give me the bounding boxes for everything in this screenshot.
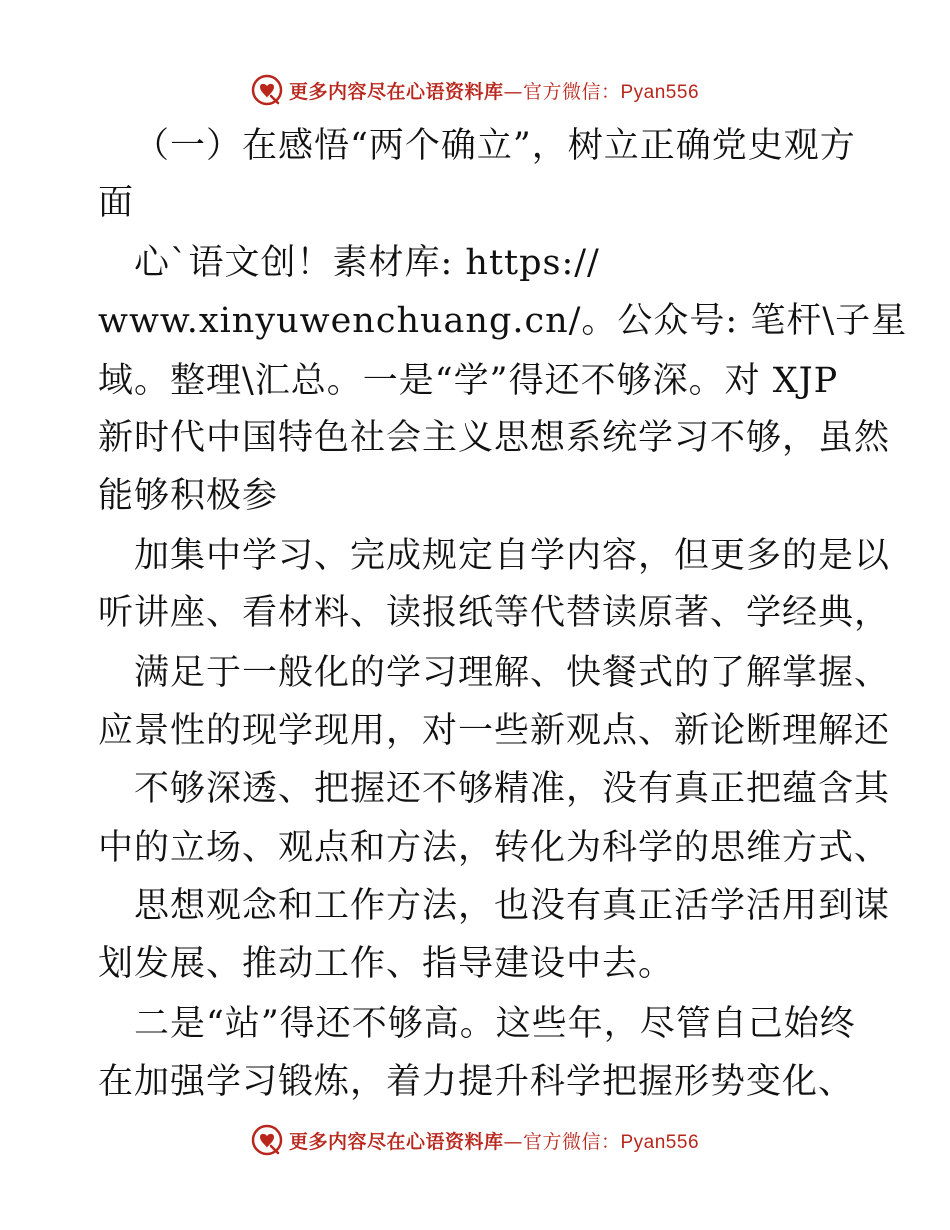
text-line: www.xinyuwenchuang.cn/。公众号: 笔杆\子星: [98, 301, 908, 341]
heart-pen-logo-icon: [251, 74, 283, 106]
banner-wechat-label: 官方微信：: [522, 1130, 621, 1153]
text-line: 能够积极参: [98, 476, 279, 516]
banner-wechat-label: 官方微信：: [522, 80, 621, 103]
text-line: 二是“站”得还不够高。这些年，尽管自己始终: [134, 1004, 856, 1044]
banner-dash: —: [503, 80, 523, 103]
banner-dash: —: [503, 1130, 523, 1153]
footer-banner: [0, 1120, 950, 1160]
text-line: 不够深透、把握还不够精准，没有真正把蕴含其: [134, 769, 891, 809]
banner-main-text: 更多内容尽在心语资料库: [288, 1130, 504, 1153]
text-line: 在加强学习锻炼，着力提升科学把握形势变化、: [98, 1062, 855, 1102]
text-line: 听讲座、看材料、读报纸等代替读原著、学经典，: [98, 593, 891, 633]
header-banner: [0, 70, 950, 110]
text-line: 应景性的现学现用，对一些新观点、新论断理解还: [98, 711, 891, 751]
text-line: 面: [98, 183, 135, 223]
text-line: 加集中学习、完成规定自学内容，但更多的是以: [134, 536, 891, 576]
text-line: 中的立场、观点和方法，转化为科学的思维方式、: [98, 828, 891, 868]
banner-main-text: 更多内容尽在心语资料库: [288, 80, 504, 103]
banner-wechat-handle: Pyan556: [620, 81, 700, 103]
heart-pen-logo-icon: [251, 1124, 283, 1156]
banner-text: [289, 77, 699, 104]
text-line: 思想观念和工作方法，也没有真正活学活用到谋: [134, 886, 891, 926]
text-line: 新时代中国特色社会主义思想系统学习不够，虽然: [98, 418, 891, 458]
text-line: 划发展、推动工作、指导建设中去。: [98, 944, 675, 984]
section-heading: （一）在感悟“两个确立”，树立正确党史观方: [134, 126, 856, 166]
text-line: 心`语文创！素材库: https://: [134, 243, 600, 283]
banner-wechat-handle: Pyan556: [620, 1131, 700, 1153]
banner-text: [289, 1127, 699, 1154]
text-line: 域。整理\汇总。一是“学”得还不够深。对 XJP: [98, 361, 839, 401]
text-line: 满足于一般化的学习理解、快餐式的了解掌握、: [134, 653, 891, 693]
